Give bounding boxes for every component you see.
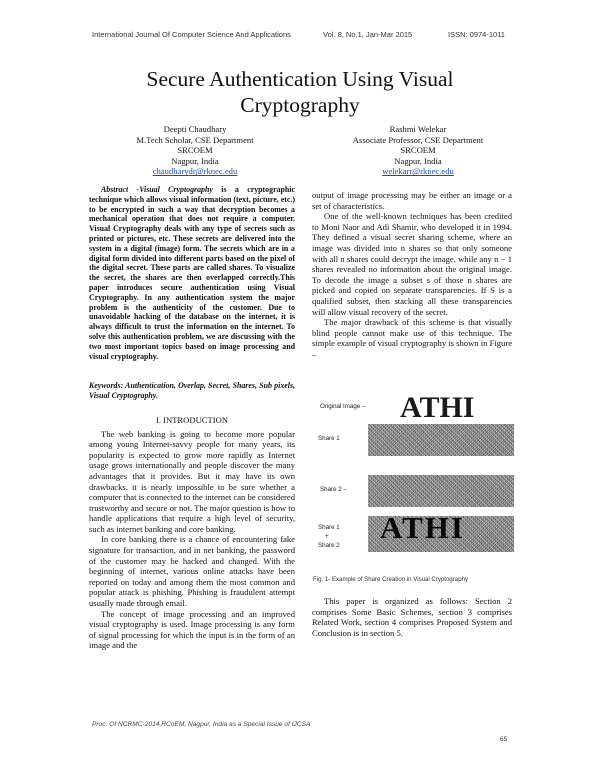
right-paragraph-1: One of the well-known techniques has been credited to Moni Naor and Adi Shamir, who developed it in 1994. They defined a visual secret sharing scheme, where an image was divided into n shares so that only someone with all n shares could decrypt the image, while any n − 1 shares revealed no information about the original image. To decode the image a subset s of those n shares are picked and copied on separate transparencies. If S is a qualified subset, then stacking all these transparencies will allow visual recovery of the secret. bbox=[312, 211, 512, 317]
author-name: Deepti Chaudhary bbox=[163, 124, 227, 134]
keywords-label: Keywords: bbox=[89, 381, 124, 391]
volume-info: Vol. 8, No.1, Jan-Mar 2015 bbox=[323, 30, 413, 39]
organization-paragraph: This paper is organized as follows: Section 2 comprises Some Basic Schemes, section 3 comprises Related Work, section 4 comprises Proposed System and Conclusion is in section 5. bbox=[312, 596, 512, 638]
right-paragraph-2: The major drawback of this scheme is that visually blind people cannot make use of this technique. The simple example of visual cryptography is shown in Figure – bbox=[312, 317, 513, 359]
page-number: 65 bbox=[500, 736, 508, 743]
author-position: M.Tech Scholar, CSE Department bbox=[136, 134, 254, 145]
secret-image-text: ATHI bbox=[400, 391, 475, 424]
abstract-label: Abstract - bbox=[101, 185, 140, 194]
author-institute: SRCOEM bbox=[177, 145, 213, 156]
figure-caption: Fig. 1- Example of Share Creation in Visual Cryptography bbox=[313, 576, 469, 583]
intro-paragraph-1: The web banking is going to become more popular among young Internet-savvy people for many years, its popularity is expected to grow more rapidly as Internet usage grows internationally and people discover the many advantages that it provides. But it may have its own drawbacks. it is nearly impossible to be sure whether a computer that is connected to the internet can be considered trustworthy and secure or not. The major question is how to handle applications that require a high level of security, such as internet banking and core banking. bbox=[89, 428, 295, 534]
author-institute: SRCOEM bbox=[400, 145, 436, 156]
author-email-link[interactable]: chaudharydr@rknec.edu bbox=[152, 166, 238, 177]
keywords bbox=[89, 381, 295, 401]
share-creation-figure bbox=[318, 391, 518, 568]
intro-paragraph-3: The concept of image processing and an improved visual cryptography is used. Image processing is any form of signal processing for which the input is in the form of an image and the bbox=[89, 608, 295, 651]
share2-overlay-label: Share 2 bbox=[318, 542, 340, 549]
abstract bbox=[89, 185, 295, 361]
journal-name: International Journal Of Computer Science And Applications bbox=[92, 30, 291, 39]
share1-label: Share 1 bbox=[318, 435, 340, 442]
left-column bbox=[89, 185, 295, 651]
abstract-term: Visual Cryptography bbox=[139, 185, 213, 194]
author-city: Nagpur, India bbox=[171, 155, 219, 166]
section-heading: I. INTRODUCTION bbox=[155, 414, 229, 425]
title-line-1: Secure Authentication Using Visual bbox=[146, 67, 454, 91]
author-block-1 bbox=[95, 124, 295, 177]
plus-sign: + bbox=[325, 533, 329, 540]
title-line-2: Cryptography bbox=[240, 93, 360, 117]
original-image-label: Original Image – bbox=[320, 403, 366, 410]
author-city: Nagpur, India bbox=[394, 155, 442, 166]
right-column-bottom bbox=[312, 596, 512, 638]
author-block-2 bbox=[318, 124, 518, 177]
issn: ISSN: 0974-1011 bbox=[448, 30, 505, 39]
share2-label: Share 2 – bbox=[320, 486, 347, 493]
author-name: Rashmi Welekar bbox=[389, 124, 447, 134]
intro-paragraph-2: In core banking there is a chance of encountering fake signature for transaction, and in net banking, the password of the customer may be hacked and changed. With the beginning of internet, various online attacks have been reported on today and among them the most common and popular attack is phishing. Phishing is fraudulent attempt usually made through email. bbox=[89, 534, 295, 609]
paper-title bbox=[60, 66, 540, 118]
continuation-paragraph: output of image processing may be either an image or a set of characteristics. bbox=[312, 190, 512, 211]
share1-overlay-label: Share 1 bbox=[318, 524, 340, 531]
author-email-link[interactable]: welekarr@rknec.edu bbox=[382, 166, 454, 177]
keywords-text: Authentication, Overlap, Secret, Shares, Sub pixels, Visual Cryptography. bbox=[89, 381, 295, 401]
share2-noise-image bbox=[368, 475, 514, 507]
footer-proceedings: Proc. Of NCRMC-2014,RCoEM, Nagpur, India as a Special Issue of IJCSA bbox=[92, 721, 311, 728]
revealed-secret-text: ATHI bbox=[380, 510, 465, 545]
abstract-text: is a cryptographic technique which allows visual information (text, picture, etc.) to be encrypted in such a way that decryption becomes a mechanical operation that does not require a computer. Visual Cryptography deals with any type of secrets such as printed or pictures, etc. These secrets are delivered into the system in a digital (image) form. The secrets which are in a digital form divided into different parts based on the pixel of the digital secret. These parts are called shares. To visualize the secret, the shares are then overlapped correctly.This paper introduces secure authentication using Visual Cryptography. In any authentication system the major problem is the authenticity of the customer. Due to unavoidable hacking of the database on the internet, it is always difficult to trust the information on the internet. To solve this authentication problem, we are discussing with the two most important topics based on image processing and visual cryptography. bbox=[89, 185, 295, 361]
author-position: Associate Professor, CSE Department bbox=[352, 134, 484, 145]
share1-noise-image bbox=[368, 424, 514, 456]
right-column bbox=[312, 190, 512, 360]
